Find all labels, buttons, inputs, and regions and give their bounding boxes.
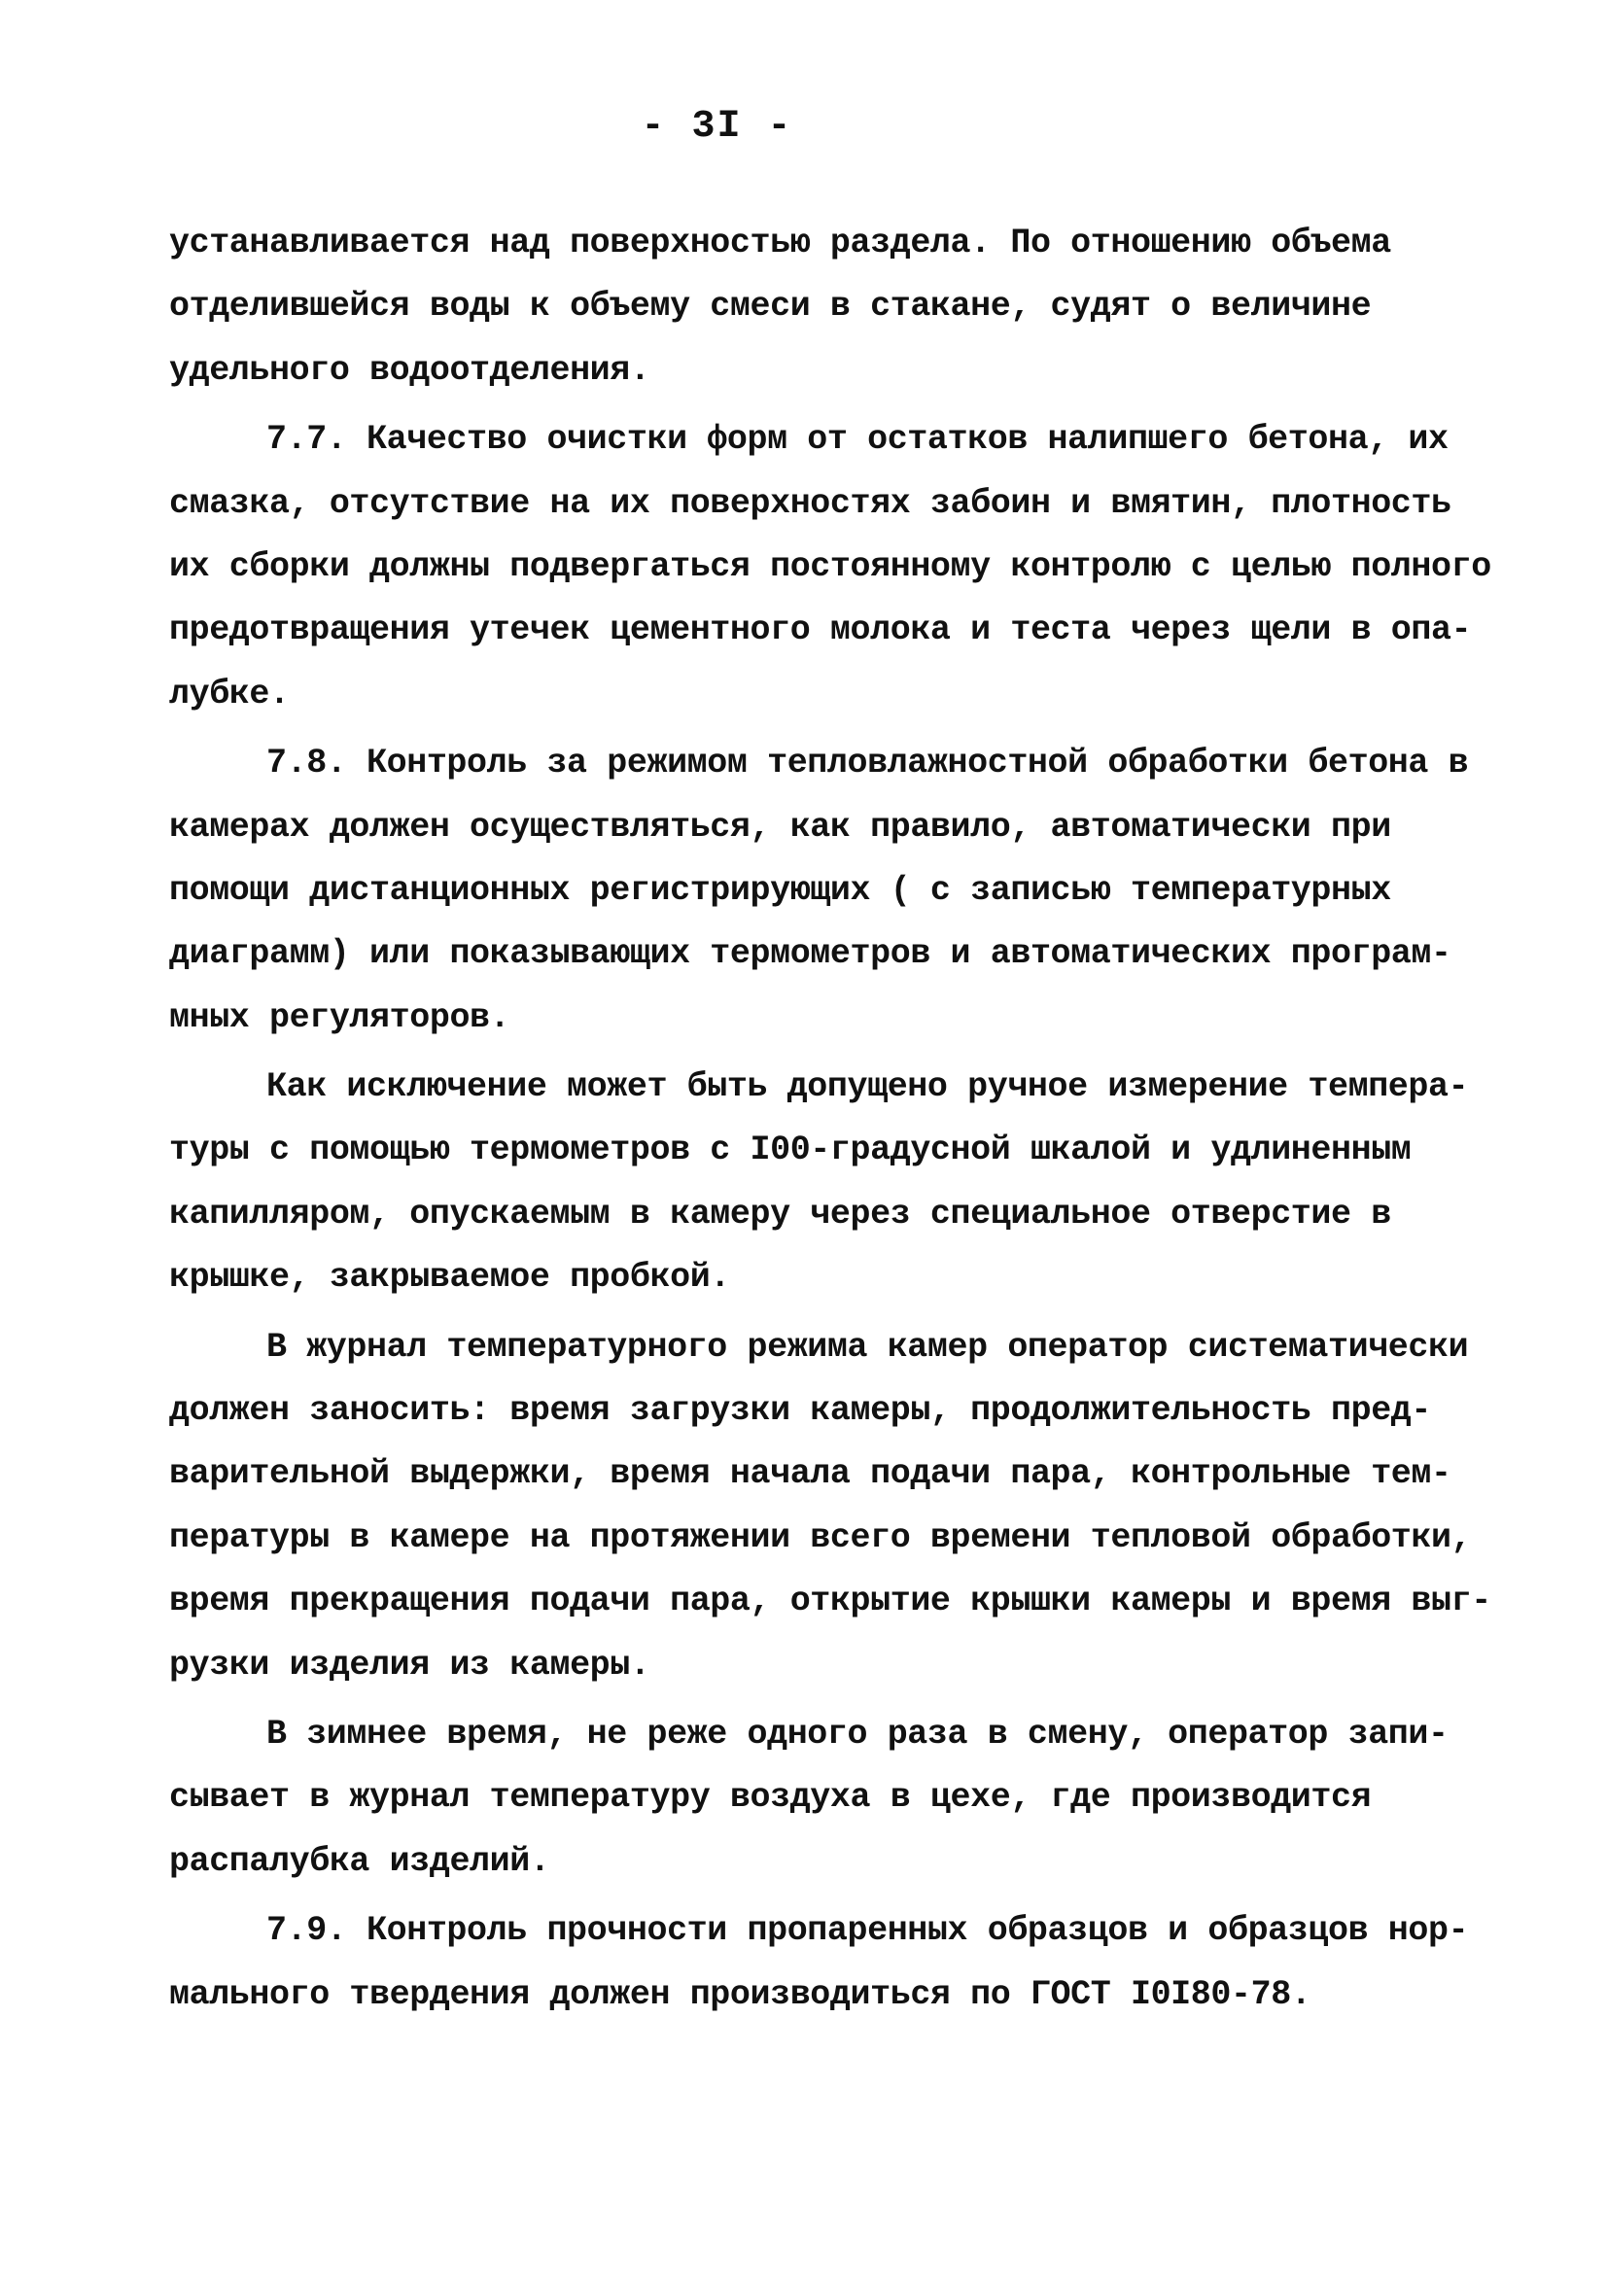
text-line: лубке. [169,674,290,713]
document-body [169,212,1491,2027]
paragraph-winter-first-line: В зимнее время, не реже одного раза в смену, оператор запи- [266,1714,1449,1754]
text-line: сывает в журнал температуру воздуха в цехе, где производится [169,1778,1372,1818]
text-line: помощи дистанционных регистрирующих ( с записью температурных [169,870,1391,910]
text-line: мных регуляторов. [169,997,510,1037]
text-line: удельного водоотделения. [169,350,650,390]
text-line: их сборки должны подвергаться постоянному контролю с целью полного [169,546,1491,586]
text-line: распалубка изделий. [169,1841,550,1881]
paragraph-7-8-first-line: 7.8. Контроль за режимом тепловлажностной обработки бетона в [266,744,1469,783]
text-line: рузки изделия из камеры. [169,1645,650,1685]
paragraph-7-7-first-line: 7.7. Качество очистки форм от остатков налипшего бетона, их [266,420,1449,460]
text-line: время прекращения подачи пара, открытие крышки камеры и время выг- [169,1582,1491,1621]
text-line: мального твердения должен производиться по ГОСТ I0I80-78. [169,1974,1311,2014]
paragraph-7-9-first-line: 7.9. Контроль прочности пропаренных образцов и образцов нор- [266,1911,1469,1951]
page-number: - 3I - [641,105,793,149]
paragraph-exception-first-line: Как исключение может быть допущено ручное измерение темпера- [266,1067,1469,1107]
text-line: туры с помощью термометров с I00-градусной шкалой и удлиненным [169,1131,1412,1170]
text-line: должен заносить: время загрузки камеры, продолжительность пред- [169,1391,1432,1431]
text-line: устанавливается над поверхностью раздела. По отношению объема [169,224,1391,262]
text-line: пературы в камере на протяжении всего времени тепловой обработки, [169,1517,1472,1557]
text-line: смазка, отсутствие на их поверхностях забоин и вмятин, плотность [169,483,1451,523]
text-line: предотвращения утечек цементного молока и теста через щели в опа- [169,610,1472,650]
text-line: камерах должен осуществляться, как правило, автоматически при [169,807,1391,847]
paragraph-journal-first-line: В журнал температурного режима камер оператор систематически [266,1327,1469,1367]
text-line: капилляром, опускаемым в камеру через специальное отверстие в [169,1194,1391,1234]
text-line: отделившейся воды к объему смеси в стакане, судят о величине [169,287,1372,327]
text-line: крышке, закрываемое пробкой. [169,1258,730,1298]
text-line: диаграмм) или показывающих термометров и автоматических програм- [169,934,1451,974]
text-line: варительной выдержки, время начала подачи пара, контрольные тем- [169,1454,1451,1494]
